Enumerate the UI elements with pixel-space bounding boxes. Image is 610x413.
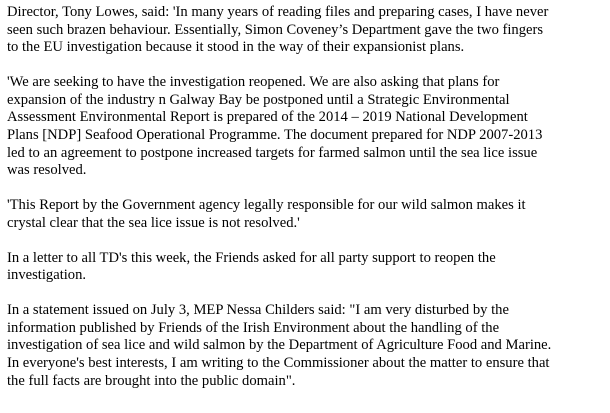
paragraph-director-quote: Director, Tony Lowes, said: 'In many years of reading files and preparing cases, I have never seen such brazen behaviour. Essentially, Simon Coveney’s Department gave the two fingers to the EU investigation because it stood in the way of their expansionist plans. (7, 4, 549, 56)
document-body (7, 4, 605, 390)
paragraph-report-statement: 'This Report by the Government agency legally responsible for our wild salmon makes it crystal clear that the sea lice issue is not resolved.' (7, 197, 526, 231)
paragraph-mep-statement: In a statement issued on July 3, MEP Nessa Childers said: "I am very disturbed by the information published by Friends of the Irish Environment about the handling of the investigation of sea lice and wild salmon by the Department of Agriculture Food and Marine. In everyone's best interests, I am writing to the Commissioner about the matter to ensure that the full facts are brought into the public domain". (7, 302, 552, 389)
paragraph-investigation-reopen: 'We are seeking to have the investigation reopened. We are also asking that plans for expansion of the industry n Galway Bay be postponed until a Strategic Environmental Assessment Environmental Report is prepared of the 2014 – 2019 National Development Plans [NDP] Seafood Operational Programme. The document prepared for NDP 2007-2013 led to an agreement to postpone increased targets for farmed salmon until the sea lice issue was resolved. (7, 74, 543, 179)
paragraph-letter-to-tds: In a letter to all TD's this week, the Friends asked for all party support to reopen the investigation. (7, 249, 496, 284)
